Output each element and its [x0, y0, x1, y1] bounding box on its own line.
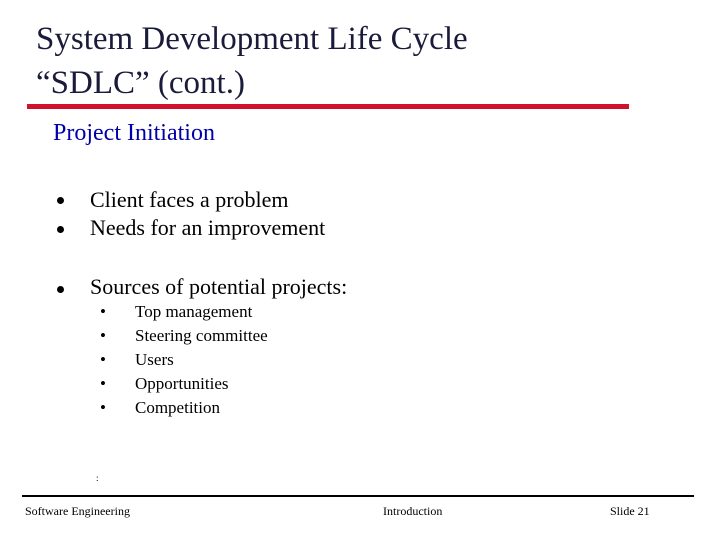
sub-bullet-text: Steering committee — [135, 326, 268, 345]
sub-bullet-marker: • — [100, 326, 106, 345]
bullet-dot-icon — [57, 286, 64, 293]
sub-bullet-text: Opportunities — [135, 374, 229, 393]
footer-course-name: Software Engineering — [25, 504, 130, 518]
slide-title-line-2: “SDLC” (cont.) — [36, 65, 245, 101]
title-underline-rule — [27, 104, 629, 109]
bullet-dot-icon — [57, 197, 64, 204]
sub-bullet-marker: • — [100, 302, 106, 321]
sub-bullet-marker: • — [100, 398, 106, 417]
slide-title-line-1: System Development Life Cycle — [36, 21, 468, 57]
sub-bullet-text: Users — [135, 350, 174, 369]
bullet-text: Sources of potential projects: — [90, 274, 348, 299]
bullet-dot-icon — [57, 226, 64, 233]
footer-slide-number: Slide 21 — [610, 504, 650, 518]
bullet-text: Client faces a problem — [90, 187, 289, 212]
footer-section-name: Introduction — [383, 504, 443, 518]
stray-colon-mark: : — [96, 473, 99, 483]
sub-bullet-text: Top management — [135, 302, 253, 321]
footer-rule — [22, 495, 694, 497]
section-heading: Project Initiation — [53, 120, 215, 146]
sub-bullet-text: Competition — [135, 398, 220, 417]
sub-bullet-marker: • — [100, 350, 106, 369]
sub-bullet-marker: • — [100, 374, 106, 393]
bullet-text: Needs for an improvement — [90, 215, 326, 240]
